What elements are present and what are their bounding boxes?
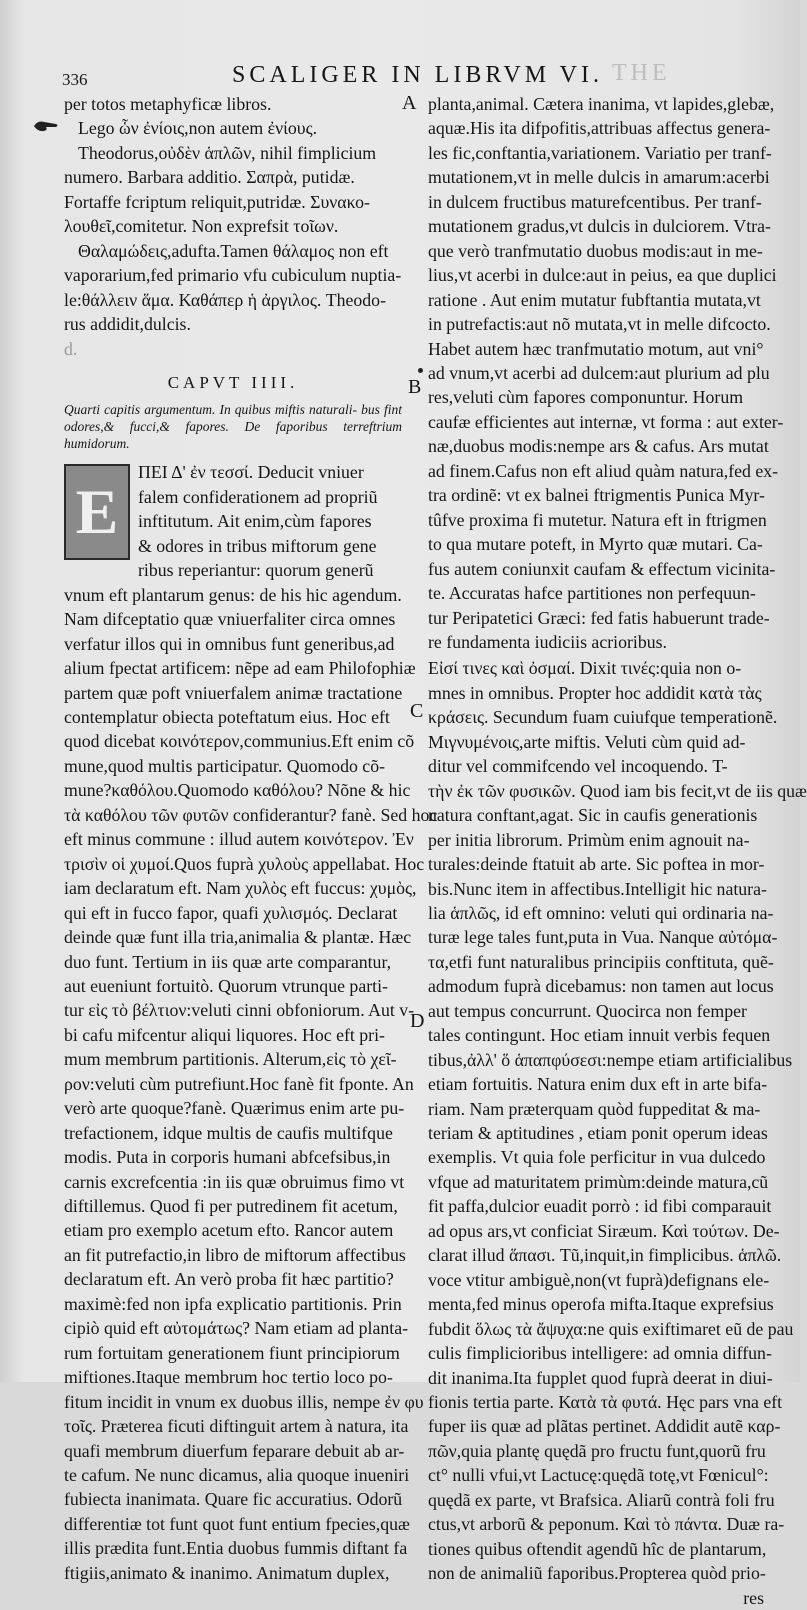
margin-letter-b: B bbox=[408, 376, 422, 398]
text-line: carnis excrefcentia :in iis quæ obruimus fimo vt bbox=[64, 1171, 405, 1192]
text-line: ΠΕΙ Δ' ἐν τεσσί. Deducit vniuer bbox=[138, 462, 364, 483]
text-line: tibus,ἀλλ' ὅ ἁπαπφύσεσι:nempe etiam artificialibus bbox=[428, 1049, 793, 1070]
text-line: falem confiderationem ad propriũ bbox=[138, 486, 378, 507]
text-line: etiam pro exemplo acetum efto. Rancor autem bbox=[64, 1220, 394, 1241]
text-line: eft minus commune : illud autem κοινότερον. Ἐν bbox=[64, 829, 414, 850]
margin-letter-a: A bbox=[402, 92, 417, 114]
text-line: fus autem coniunxit caufam & effectum vicinita- bbox=[428, 558, 776, 579]
text-line: le:θάλλειν ἅμα. Καθάπερ ἡ ἀργιλος. Theodo- bbox=[64, 289, 386, 310]
text-line: ct° nulli vfui,vt Lactucę:quędã totę,vt Fœnicul°: bbox=[428, 1465, 769, 1486]
text-line: diftillemus. Quod fi per putredinem fit acetum, bbox=[64, 1196, 398, 1217]
text-line: ftigiis,animato & inanimo. Animatum duplex, bbox=[64, 1562, 390, 1583]
text-line: ratione . Aut enim mutatur fubftantia mutata,vt bbox=[428, 289, 761, 310]
text-line: per initia librorum. Primùm enim agnouit na- bbox=[428, 829, 750, 850]
chapter-heading: CAPVT IIII. bbox=[167, 372, 299, 392]
text-line: numero. Barbara additio. Σαπρὰ, putidæ. bbox=[64, 167, 355, 188]
text-line: Habet autem hæc tranfmutatio motum, aut vni° bbox=[428, 338, 764, 359]
text-line: τὴν ἐκ τῶν φυσικῶν. Quod iam bis fecit,vt de iis quæ bbox=[428, 780, 807, 801]
text-line: miftiones.Itaque membrum hoc tertio loco po- bbox=[64, 1367, 393, 1388]
text-line: turæ lege tales funt,puta in Vua. Nanque αὐτόμα- bbox=[428, 927, 778, 948]
text-line: Fortaffe fcriptum reliquit,putridæ. Συνακο- bbox=[64, 191, 370, 212]
text-line: dit inanima.Ita fupplet quod fuprà deerat in diui- bbox=[428, 1367, 773, 1388]
text-line: iam declaratum eft. Nam χυλὸς eft fuccus: χυμὸς, bbox=[64, 878, 417, 899]
text-line: aut eueniunt fortuitò. Quorum vtrunque parti- bbox=[64, 975, 388, 996]
text-line: verò arte quoque?fanè. Quærimus enim arte pu- bbox=[64, 1098, 405, 1119]
text-line: vfque ad maturitatem primùm:deinde matura,cũ bbox=[428, 1171, 769, 1192]
text-line: admodum fuprà dicebamus: non tamen aut locus bbox=[428, 976, 774, 997]
text-line: re fundamenta iudiciis acrioribus. bbox=[428, 631, 667, 652]
text-line: verfatur illos qui in omnibus funt generibus,ad bbox=[64, 633, 395, 654]
text-line: vnum eft plantarum genus: de his hic agendum. bbox=[64, 584, 402, 605]
text-line: aut tempus concurrunt. Quocirca non femper bbox=[428, 1000, 747, 1021]
text-line: mum membrum partitionis. Alterum,εἰς τὸ χεῖ- bbox=[64, 1049, 397, 1070]
text-line: fuper iis quæ ad plãtas pertinet. Addidit autẽ καρ- bbox=[428, 1416, 781, 1437]
text-line: ctus,vt arborũ & peponum. Καὶ τὸ πάντα. Duæ ra- bbox=[428, 1514, 785, 1535]
text-line: & odores in tribus miftorum gene bbox=[138, 535, 377, 556]
text-line: an fit putrefactio,in libro de miftorum affectibus bbox=[64, 1244, 406, 1265]
right-column bbox=[428, 92, 807, 1610]
text-line: mutationem,vt in melle dulcis in amarum:acerbi bbox=[428, 167, 770, 188]
bleed-through-text: THE bbox=[612, 60, 671, 86]
left-body-text bbox=[64, 583, 438, 1586]
text-line: mnes in omnibus. Propter hoc addidit κατὰ τὰς bbox=[428, 682, 762, 703]
text-line: tur Peripatetici Græci: fed fatis habuerunt trade- bbox=[428, 607, 770, 628]
text-line: tra ordinẽ: vt ex balnei ftrigmentis Punica Myr- bbox=[428, 485, 765, 506]
text-line: quędã ex parte, vt Brafsica. Aliarũ contrà foli fru bbox=[428, 1489, 775, 1510]
text-line: que verò tranfmutatio duobus modis:aut in me- bbox=[428, 240, 763, 261]
text-line: planta,animal. Cætera inanima, vt lapides,glebæ, bbox=[428, 94, 775, 114]
text-line: Θαλαμώδεις,adufta.Tamen θάλαμος non eft bbox=[78, 240, 389, 261]
text-line: contemplatur obiecta poteftatum eius. Hoc eft bbox=[64, 706, 390, 727]
text-line: te cafum. Ne nunc dicamus, alia quoque inueniri bbox=[64, 1465, 410, 1486]
text-line: trefactionem, idque multis de caufis multifque bbox=[64, 1122, 393, 1143]
text-line: menta,fed minus operofa mifta.Itaque exprefsius bbox=[428, 1294, 774, 1315]
text-line: vaporarium,fed primario vfu cubiculum nuptia- bbox=[64, 265, 402, 286]
text-line: τοῖς. Præterea ficuti diftinguit artem à natura, ita bbox=[64, 1416, 409, 1437]
text-line: Theodorus,οὐδὲν ἁπλῶν, nihil fimplicium bbox=[78, 142, 377, 163]
text-line: maximè:fed non ipfa explicatio partitionis. Prin bbox=[64, 1293, 402, 1314]
text-line: natura conftant,agat. Sic in caufis generationis bbox=[428, 805, 758, 826]
margin-letter-c: C bbox=[410, 700, 424, 722]
text-line: fubdit ὅλως τὰ ἄψυχα:ne quis exiftimaret eũ de pau bbox=[428, 1318, 794, 1339]
text-line: fit paffa,dulcior euadit porrò : id fibi comparauit bbox=[428, 1196, 772, 1217]
text-line: turales:deinde ftatuit ab arte. Sic poftea in mor- bbox=[428, 854, 765, 875]
text-line: Nam difceptatio quæ vniuerfaliter circa omnes bbox=[64, 609, 396, 630]
text-line: te. Accuratas hafce partitiones non perfequun- bbox=[428, 583, 756, 604]
text-line: inftitutum. Ait enim,cùm fapores bbox=[138, 511, 372, 532]
text-line: fitum incidit in vnum ex duobus illis, nempe ἐν φυ bbox=[64, 1391, 424, 1412]
pre-text bbox=[64, 92, 402, 361]
text-line: partem quæ poft vniuerfalem animæ tractatione bbox=[64, 682, 403, 703]
text-line: ad vnum,vt acerbi ad dulcem:aut plurium ad plu bbox=[428, 362, 770, 383]
margin-dot bbox=[418, 368, 423, 373]
text-line: culis fimplicioribus intelligere: ad omnia diffun- bbox=[428, 1343, 772, 1364]
text-line: clarat illud ἅπασι. Tũ,inquit,in fimplicibus. ἁπλῶ. bbox=[428, 1245, 782, 1266]
text-line: λουθεῖ,comitetur. Non exprefsit τοῖων. bbox=[64, 216, 339, 237]
text-line: fionis tertia parte. Κατὰ τὰ φυτά. Hęc pars vna eft bbox=[428, 1392, 783, 1413]
right-body-text-b bbox=[428, 656, 807, 1585]
margin-letter-d: D bbox=[410, 1010, 425, 1032]
page-number: 336 bbox=[62, 70, 88, 89]
text-line: ad finem.Cafus non eft aliud quàm natura,fed ex- bbox=[428, 460, 779, 481]
text-line: riam. Nam præterquam quòd fuppeditat & ma- bbox=[428, 1098, 761, 1119]
text-line: lia ἁπλῶς, id eft omnino: veluti qui ordinaria na- bbox=[428, 902, 774, 923]
text-line: to qua mutare poteft, in Myrto quæ mutari. Ca- bbox=[428, 534, 763, 555]
text-line: bis.Nunc item in affectibus.Intelligit hic natura- bbox=[428, 878, 767, 899]
text-line: deinde quæ funt illa tria,animalia & plantæ. Hæc bbox=[64, 927, 412, 948]
catchword: res bbox=[743, 1587, 764, 1608]
left-column bbox=[64, 92, 438, 1585]
running-head: SCALIGER IN LIBRVM VI. bbox=[232, 62, 603, 88]
text-line: πῶν,quia plantę quędã pro fructu funt,quorũ fru bbox=[428, 1440, 766, 1461]
text-line: exemplis. Vt quia fole perficitur in vua dulcedo bbox=[428, 1147, 766, 1168]
text-line: Εἰσί τινες καὶ ὀσμαί. Dixit τινές:quia non o- bbox=[428, 658, 742, 679]
text-line: qui eft in fucco fapor, quafi χυλισμός. Declarat bbox=[64, 902, 398, 923]
text-line: quafi membrum diuerfum feparare debuit ab ar- bbox=[64, 1440, 405, 1461]
text-line: tur εἰς τὸ βέλτιον:veluti cinni obfoniorum. Aut v- bbox=[64, 1000, 415, 1021]
text-line: mune,quod multis participatur. Quomodo cõ- bbox=[64, 755, 385, 776]
chapter-summary: Quarti capitis argumentum. In quibus miftis naturali- bus fint odores,& fucci,& fapores. De faporibus terreftrium humidorum. bbox=[64, 402, 402, 452]
text-line: ribus reperiantur: quorum generũ bbox=[138, 560, 374, 581]
text-line: ρον:veluti cùm putrefiunt.Hoc fanè fit fponte. An bbox=[64, 1073, 414, 1094]
text-line: ditur vel commifcendo vel incoquendo. Τ- bbox=[428, 756, 728, 777]
text-line: mune?καθόλου.Quomodo καθόλου? Nõne & hic bbox=[64, 780, 411, 801]
text-line: rus addidit,dulcis. bbox=[64, 314, 191, 335]
text-line: aquæ.His ita difpofitis,attribuas affectus genera- bbox=[428, 118, 771, 139]
text-line: ad opus ars,vt conficiat Siræum. Καὶ τούτων. De- bbox=[428, 1220, 780, 1241]
text-line: duo funt. Tertium in iis quæ arte comparantur, bbox=[64, 951, 392, 972]
text-line: bi cafu mifcentur aliqui liquores. Hoc eft pri- bbox=[64, 1024, 385, 1045]
pointing-hand-icon bbox=[32, 118, 60, 134]
text-line: modis. Puta in corporis humani abfcefsibus,in bbox=[64, 1147, 391, 1168]
text-line: caufæ efficientes aut internæ, vt forma : aut exter- bbox=[428, 411, 784, 432]
text-line: differentiæ tot funt quot funt entium fpecies,quæ bbox=[64, 1513, 410, 1534]
text-line: declaratum eft. An verò proba fit hæc partitio? bbox=[64, 1269, 394, 1290]
text-line: voce vtitur ambiguè,non(vt fuprà)defignans ele- bbox=[428, 1269, 770, 1290]
text-line: mutationem gradus,vt dulcis in dulciorem. Vtra- bbox=[428, 216, 771, 237]
text-line: res,veluti cùm fapores componuntur. Horum bbox=[428, 387, 744, 408]
text-line: tûfve proxima fi mutetur. Natura eft in ftrigmen bbox=[428, 509, 767, 530]
text-line: etiam fortuitis. Natura enim dux eft in arte bifa- bbox=[428, 1074, 768, 1095]
text-line: in dulcem fructibus maturefcentibus. Per tranf- bbox=[428, 191, 762, 212]
faint-text-line: d. bbox=[64, 338, 78, 359]
text-line: τρισὶν οἱ χυμοί.Quos fuprà χυλοὺς appellabat. Hoc bbox=[64, 853, 425, 874]
text-line: alium fpectat artificem: nẽpe ad eam Philofophiæ bbox=[64, 658, 416, 679]
text-line: illis prædita funt.Entia duobus fummis diftant fa bbox=[64, 1538, 408, 1559]
right-body-text-a bbox=[428, 92, 784, 654]
text-line: non de animaliũ faporibus.Propterea quòd prio- bbox=[428, 1563, 766, 1584]
text-line: τα,etfi funt naturalibus principiis conftituta, quẽ- bbox=[428, 951, 774, 972]
text-line: næ,duobus modis:nempe ars & cafus. Ars mutat bbox=[428, 436, 769, 457]
text-line: tales contingunt. Hoc etiam innuit verbis fequen bbox=[428, 1025, 771, 1046]
text-line: Lego ὧν ἐνίοις,non autem ἐνίους. bbox=[78, 118, 318, 139]
decorated-initial: E bbox=[64, 464, 130, 560]
text-line: rum fortuitam generationem fiunt principiorum bbox=[64, 1342, 400, 1363]
text-line: quod dicebat κοινότερον,communius.Eft enim cõ bbox=[64, 731, 415, 752]
text-line: tiones quibus oftendit agendũ hîc de plantarum, bbox=[428, 1538, 767, 1559]
text-line: κράσεις. Secundum fuam cuiufque temperationẽ. bbox=[428, 707, 778, 728]
text-line: fubiecta inanimata. Quare fic accuratius. Odorũ bbox=[64, 1489, 403, 1510]
text-line: teriam & aptitudines , etiam ponit operum ideas bbox=[428, 1123, 768, 1144]
text-line: Μιγνυμένοις,arte miftis. Veluti cùm quid ad- bbox=[428, 731, 746, 752]
chapter-opening bbox=[64, 460, 402, 582]
text-line: per totos metaphyficæ libros. bbox=[64, 94, 272, 114]
text-line: τὰ καθόλου τῶν φυτῶν confiderantur? fanè. Sed hoc bbox=[64, 804, 438, 825]
text-line: in putrefactis:aut nõ mutata,vt in melle difcocto. bbox=[428, 314, 771, 335]
text-line: cipiò quid eft αὐτομάτως? Nam etiam ad planta- bbox=[64, 1318, 409, 1339]
text-line: les fic,conftantia,variationem. Variatio per tranf- bbox=[428, 142, 772, 163]
text-line: lius,vt acerbi in dulce:aut in peius, ea que duplici bbox=[428, 265, 777, 286]
